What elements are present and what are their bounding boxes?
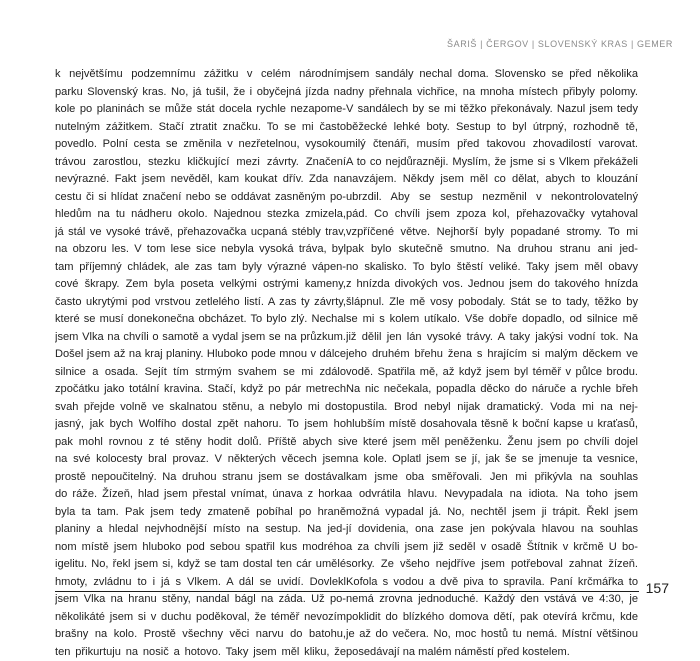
text-line: několikáté jsem si v duchu poděkoval, že téměř nevozím (55, 609, 346, 627)
text-line: jasný, jak bych Wolfího dostal zpět nahoru. To jsem ho (55, 416, 346, 434)
text-line: kam jsme oba směřovali. Jen mi přikývla na souhlas (346, 469, 638, 487)
text-line: na kole. Oplatl jsem se jí, jak še se jmenuje ta vesnice, (346, 451, 638, 469)
text-line: ten přikurtuju na nosič a hotovo. Taky jsem měl kliku, že (55, 644, 346, 661)
text-line: trávou zarostlou, stezku kličkující mezi závrty. Značení (55, 154, 346, 172)
text-line: dny přehnala vichřice, na mnoha místech přibyly polomy. (346, 84, 638, 102)
text-line: často ukrytými pod vrstvou zetlelého listí. A zas ty závrty, (55, 294, 346, 312)
text-line: prostě nepoučitelný. Na druhou stranu jsem se dostával (55, 469, 346, 487)
text-line: šlápnul. Zle mě vosy pobodaly. Stát se to tady, těžko by (346, 294, 638, 312)
text-line: igelitu. No, řekl jsem si, když se tam dostal ten cár umělé (55, 556, 346, 574)
text-line: nutelným zážitkem. Stačí ztratit značku. To se mi často (55, 119, 346, 137)
text-line: se mi s kolem utíkalo. Vše dobře dopadlo, od silnice mě (346, 311, 638, 329)
text-line: planiny a hledal nejvhodnější místo na sestup. Na jed- (55, 521, 346, 539)
text-line: povedlo. Polní cesta se změnila v nezřetelnou, vysokou (55, 136, 346, 154)
text-line: na obzoru les. V tom lese sice nebyla vysoká tráva, byl (55, 241, 346, 259)
text-line: A to co nejdůrazněji. Myslím, že jsme si s Vlkem překáželi (346, 154, 638, 172)
text-line: na své kolocesty bral provaz. V některých věcech jsem (55, 451, 346, 469)
text-line: které se musí donekonečna obcházet. To bylo zlý. Nechal (55, 311, 346, 329)
text-line: já stál ve vysoké trávě, přehazovačka ucpaná stébly trav, (55, 224, 346, 242)
text-line: ve které jsem měl peněženku. Ženu jsem po chvíli dojel (346, 434, 638, 452)
text-line: pak mohl rovnou z té stěny hodit dolů. Příště abych si (55, 434, 346, 452)
text-line: ubrzdil. Aby se sestup nezměnil v nekontrolovatelný (346, 189, 638, 207)
text-line: milý čtenáři, musím před takovou zhovadilostí varovat. (346, 136, 638, 154)
text-line: pak bylo skutečně smutno. Na druhou stranu ani jed- (346, 241, 638, 259)
text-line: jí dovidenia, ona zase jen pokývala hlavou na souhlas (346, 521, 638, 539)
page-number: 157 (646, 580, 669, 596)
text-line: nevýrazné. Fakt jsem nevěděl, kam koukat dřív. Zda na (55, 171, 346, 189)
text-line: opustila. Brod nebyl nijak dramatický. Voda mi na nej- (346, 399, 638, 417)
text-line: jeho druhém břehu žena s hrajícím si malým děckem ve (346, 346, 638, 364)
text-line: je až do večera. No, moc hostů tu nemá. Místní většinou (346, 626, 638, 644)
text-line: no skalisko. To bylo štěstí veliké. Taky jsem měl obavy (346, 259, 638, 277)
running-head: ŠARIŠ | ČERGOV | SLOVENSKÝ KRAS | GEMER (447, 39, 673, 49)
left-text-column (55, 66, 346, 661)
right-text-column (346, 66, 638, 661)
text-line: brašny na kolo. Prostě všechny věci narvu do batohu, (55, 626, 346, 644)
text-line: Na nic nečekala, popadla děcko do náruče a rychle břeh (346, 381, 638, 399)
text-line: tam příjemný chládek, ale zas tam byly výrazné vápen- (55, 259, 346, 277)
text-line: parku Slovenský kras. No, já tušil, že i obyčejná jízda na (55, 84, 346, 102)
text-line: již dělil jen lán vysoké trávy. A taky jakýsi vodní tok. Na (346, 329, 638, 347)
text-line: jsem Vlka na hranu stěny, nandal bágl na záda. Už po- (55, 591, 346, 609)
text-line: zpočátku jako totální kravina. Stačí, když po pár metrech (55, 381, 346, 399)
text-line: cové škrapy. Zem byla poseta velkými ostrými kameny, (55, 276, 346, 294)
text-line: nom místě jsem hluboko pod sebou spatřil kus modrého (55, 539, 346, 557)
text-line: a odvrátila hlavu. Nevypadala na idiota. Na toho jsem (346, 486, 638, 504)
text-line: pád. Co chvíli jsem zpoza kol, přehazovačky vytahoval (346, 206, 638, 224)
text-line: Kofola s vodou a dvě piva to spravila. Paní krčmářka to (346, 574, 638, 592)
text-line: navzájem. Někdy jsem měl co dělat, abych to klouzání (346, 171, 638, 189)
text-line: cestu či si hlídat značení nebo se oddávat zasněným po- (55, 189, 346, 207)
text-line: Došel jsem až na kraj planiny. Hluboko pode mnou v dálce (55, 346, 346, 364)
text-line: sorky. Ze všeho nejdříve jsem potřeboval zahnat žízeň. (346, 556, 638, 574)
text-line: V sandálech by se mi těžko překonávaly. Nazul jsem tedy (346, 101, 638, 119)
text-line: kole po planinách se může stát docela rychle nezapome- (55, 101, 346, 119)
text-line: vzpříčené větve. Nejhorší byly popadané stromy. To mi (346, 224, 638, 242)
text-line: do ráže. Žízeň, hlad jsem přestal vnímat, únava z horka (55, 486, 346, 504)
footer-rule (55, 591, 639, 592)
text-line: k největšímu podzemnímu zážitku v celém národním (55, 66, 346, 84)
text-line: jsem sandály nechal doma. Slovensko se před několika (346, 66, 638, 84)
text-line: jsem Vlka na chvíli o samotě a vydal jsem se na průzkum. (55, 329, 346, 347)
text-line: byla ta tam. Pak jsem tedy zmateně pobíhal po hraně (55, 504, 346, 522)
text-line: a za chvíli jsem již seděl v osadě Štítnik v krčmě U bo- (346, 539, 638, 557)
text-line: hlubším místě dosahovala těsně k boční kapse u kraťasů, (346, 416, 638, 434)
text-line: nemá zrovna jednoduché. Každý den vstává ve 4:30, je (346, 591, 638, 609)
text-line: možná vypadal já. No, nechtěl jsem ji trápit. Řekl jsem (346, 504, 638, 522)
text-line: běžecké lehké boty. Sestup to byl útrpný, rozhodně tě, (346, 119, 638, 137)
text-line: hmoty, zvládnu to i já s Vlkem. A dál se uvidí. Dovlekl (55, 574, 346, 592)
text-line: poklidit do blízkého domova dětí, pak otevírá krčmu, kde (346, 609, 638, 627)
text-line: hledům na tu nádheru okolo. Najednou stezka zmizela, (55, 206, 346, 224)
text-line: z hnízda divokých vos. Jednou jsem do takového hnízda (346, 276, 638, 294)
text-line: silnice a osada. Sejít tím strmým svahem se mi zdálo (55, 364, 346, 382)
text-line: svah přejde volně ve skalnatou stěnu, a nebylo mi dost (55, 399, 346, 417)
text-line: vodě. Spatřila mě, až když jsem byl téměř v půlce brodu. (346, 364, 638, 382)
text-line: posedávají na malém náměstí před kostelem. (346, 644, 638, 661)
